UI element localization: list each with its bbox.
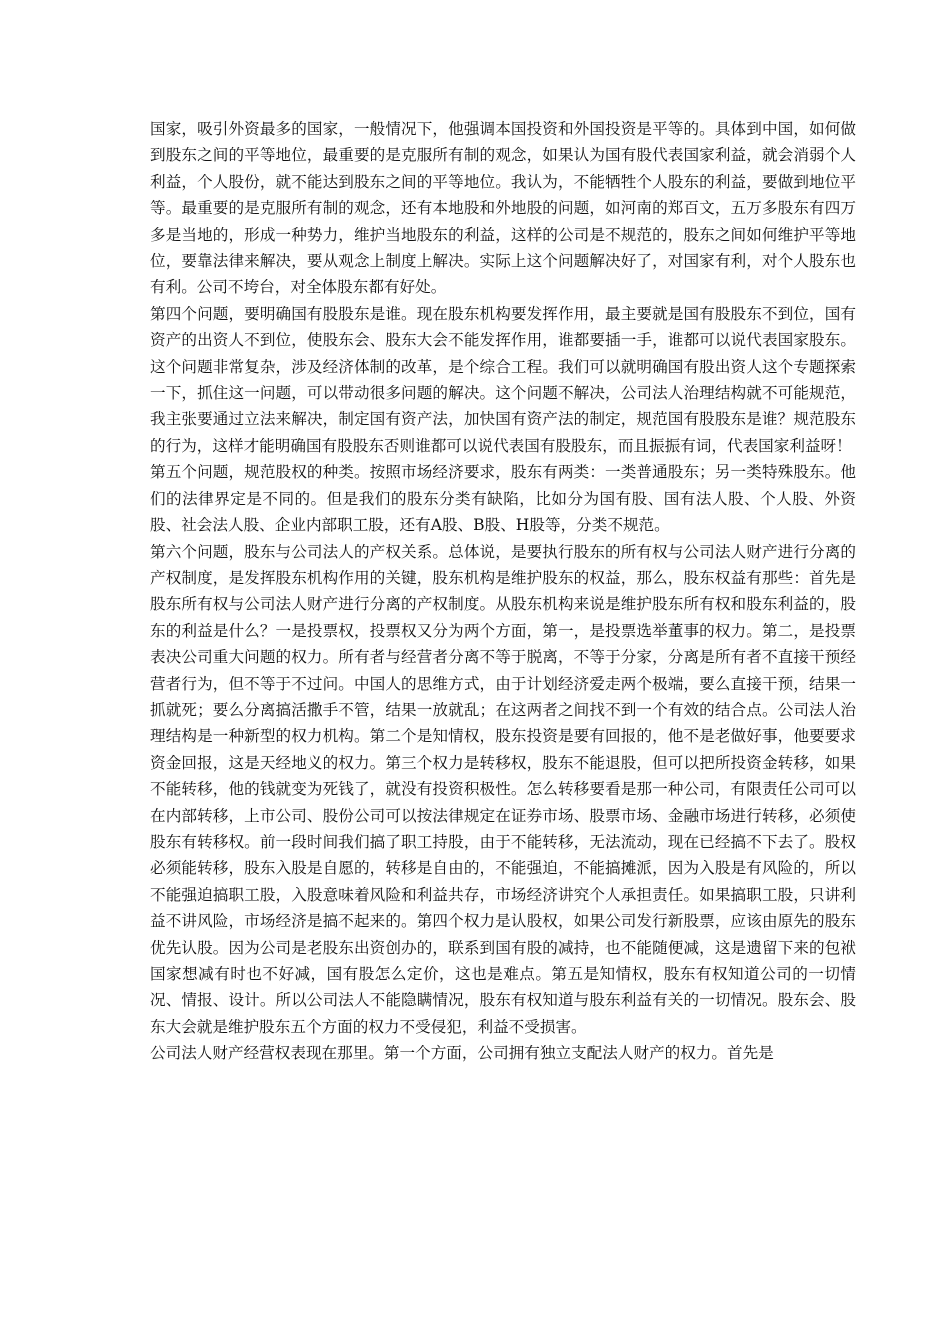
paragraph-sixth-issue: 第六个问题，股东与公司法人的产权关系。总体说，是要执行股东的所有权与公司法人财产进行分离的产权制度，是发挥股东机构作用的关键，股东机构是维护股东的权益，那么，股东权益有那些：首先是股东所有权与公司法人财产进行分离的产权制度。从股东机构来说是维护股东所有权和股东利益的，股东的利益是什么？一是投票权，投票权又分为两个方面，第一，是投票选举董事的权力。第二，是投票表决公司重大问题的权力。所有者与经营者分离不等于脱离，不等于分家，分离是所有者不直接干预经营者行为，但不等于不过问。中国人的思维方式，由于计划经济爱走两个极端，要么直接干预，结果一抓就死；要么分离搞活撒手不管，结果一放就乱；在这两者之间找不到一个有效的结合点。公司法人治理结构是一种新型的权力机构。第二个是知情权，股东投资是要有回报的，他不是老做好事，他要要求资金回报，这是天经地义的权力。第三个权力是转移权，股东不能退股，但可以把所投资金转移，如果不能转移，他的钱就变为死钱了，就没有投资积极性。怎么转移要看是那一种公司，有限责任公司可以在内部转移，上市公司、股份公司可以按法律规定在证券市场、股票市场、金融市场进行转移，必须使股东有转移权。前一段时间我们搞了职工持股，由于不能转移，无法流动，现在已经搞不下去了。股权必须能转移，股东入股是自愿的，转移是自由的，不能强迫，不能搞摊派，因为入股是有风险的，所以不能强迫搞职工股，入股意味着风险和利益共存，市场经济讲究个人承担责任。如果搞职工股，只讲利益不讲风险，市场经济是搞不起来的。第四个权力是认股权，如果公司发行新股票，应该由原先的股东优先认股。因为公司是老股东出资创办的，联系到国有股的减持，也不能随便减，这是遗留下来的包袱国家想减有时也不好减，国有股怎么定价，这也是难点。第五是知情权，股东有权知道公司的一切情况、情报、设计。所以公司法人不能隐瞒情况，股东有权知道与股东利益有关的一切情况。股东会、股东大会就是维护股东五个方面的权力不受侵犯，利益不受损害。: [150, 542, 856, 1036]
paragraph-fourth-issue: 第四个问题，要明确国有股股东是谁。现在股东机构要发挥作用，最主要就是国有股股东不到位，国有资产的出资人不到位，使股东会、股东大会不能发挥作用，谁都要插一手，谁都可以说代表国家股东。这个问题非常复杂，涉及经济体制的改革，是个综合工程。我们可以就明确国有股出资人这个专题探索一下，抓住这一问题，可以带动很多问题的解决。这个问题不解决，公司法人治理结构就不可能规范，我主张要通过立法来解决，制定国有资产法，加快国有资产法的制定，规范国有股股东是谁？规范股东的行为，这样才能明确国有股股东否则谁都可以说代表国有股股东，而且振振有词，代表国家利益呀！: [150, 304, 856, 455]
paragraph-property-rights: 公司法人财产经营权表现在那里。第一个方面，公司拥有独立支配法人财产的权力。首先是: [150, 1044, 774, 1063]
body-text: [150, 116, 856, 1067]
paragraph-1-continuation: 国家，吸引外资最多的国家，一般情况下，他强调本国投资和外国投资是平等的。具体到中国，如何做到股东之间的平等地位，最重要的是克服所有制的观念，如果认为国有股代表国家利益，就会消弱个人利益，个人股份，就不能达到股东之间的平等地位。我认为，不能牺牲个人股东的利益，要做到地位平等。最重要的是克服所有制的观念，还有本地股和外地股的问题，如河南的郑百文，五万多股东有四万多是当地的，形成一种势力，维护当地股东的利益，这样的公司是不规范的，股东之间如何维护平等地位，要靠法律来解决，要从观念上制度上解决。实际上这个问题解决好了，对国家有利，对个人股东也有利。公司不垮台，对全体股东都有好处。: [150, 120, 856, 297]
paragraph-fifth-issue: 第五个问题，规范股权的种类。按照市场经济要求，股东有两类：一类普通股东；另一类特殊股东。他们的法律界定是不同的。但是我们的股东分类有缺陷，比如分为国有股、国有法人股、个人股、外资股、社会法人股、企业内部职工股，还有A股、B股、H股等，分类不规范。: [150, 463, 856, 535]
